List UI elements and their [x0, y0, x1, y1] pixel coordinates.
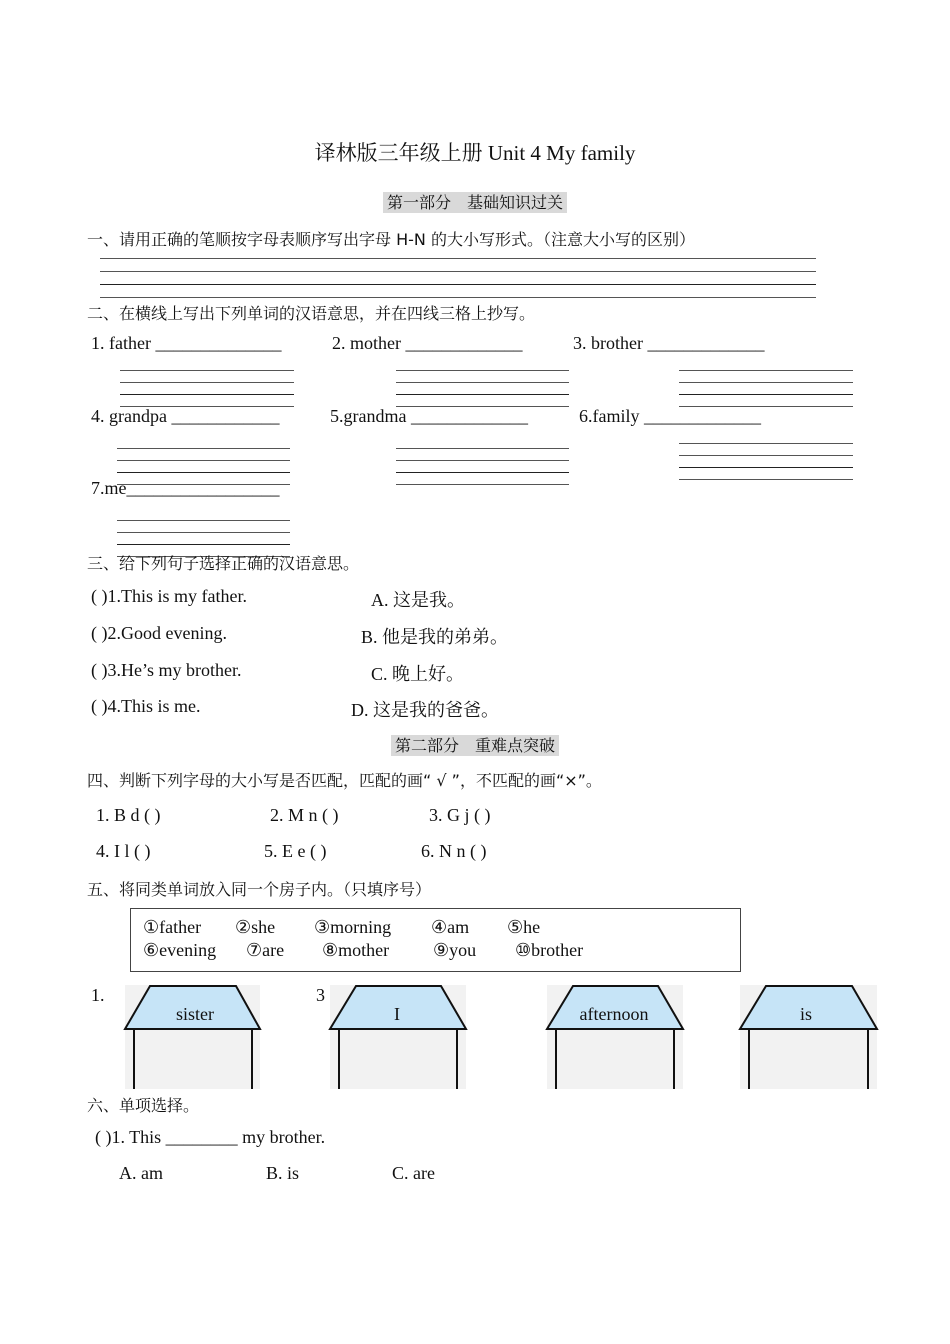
- house: [740, 985, 877, 1089]
- word-bank-item: ①father: [143, 917, 202, 937]
- letter-item: 3. G j ( ): [429, 805, 491, 825]
- word-bank-item: ③morning: [314, 917, 392, 937]
- word-bank-item: ⑩brother: [515, 940, 584, 960]
- match-question: ( )1.This is my father.: [91, 586, 247, 606]
- word-bank-item: ⑥evening: [143, 940, 217, 960]
- word-bank-item: ⑨you: [433, 940, 477, 960]
- word-bank-item: ②she: [235, 917, 276, 937]
- q4-instruction: 四、判断下列字母的大小写是否匹配，匹配的画“ √ ”，不匹配的画“×”。: [87, 771, 602, 790]
- q2-instruction: 二、在横线上写出下列单词的汉语意思，并在四线三格上抄写。: [87, 304, 536, 323]
- house-label: 3: [316, 985, 325, 1005]
- q3-instruction: 三、给下列句子选择正确的汉语意思。: [87, 554, 360, 573]
- choice-option: C. are: [392, 1163, 435, 1183]
- word-item: 5.grandma _____________: [330, 406, 528, 426]
- match-answer: D. 这是我的爸爸。: [351, 700, 499, 720]
- word-item: 6.family _____________: [579, 406, 761, 426]
- choice-option: B. is: [266, 1163, 300, 1183]
- house: [330, 985, 466, 1089]
- letter-item: 5. E e ( ): [264, 841, 327, 861]
- match-answer: A. 这是我。: [371, 590, 465, 610]
- house-label: 1.: [91, 985, 105, 1005]
- house-label-text: is: [799, 1004, 813, 1024]
- part2-heading: 第二部分 重难点突破: [391, 735, 559, 756]
- word-item: 7.me_________________: [91, 478, 280, 498]
- page-title: 译林版三年级上册 Unit 4 My family: [314, 141, 636, 165]
- word-item: 2. mother _____________: [332, 333, 523, 353]
- match-answer: C. 晚上好。: [371, 664, 465, 684]
- word-bank-item: ⑤he: [507, 917, 541, 937]
- word-item: 3. brother _____________: [573, 333, 765, 353]
- word-item: 4. grandpa ____________: [91, 406, 280, 426]
- q6-instruction: 六、单项选择。: [87, 1096, 200, 1115]
- word-bank-item: ⑦are: [246, 940, 285, 960]
- match-question: ( )2.Good evening.: [91, 623, 227, 643]
- q5-instruction: 五、将同类单词放入同一个房子内。（只填序号）: [87, 880, 432, 899]
- house-label-text: sister: [176, 1004, 214, 1024]
- word-bank-item: ⑧mother: [322, 940, 390, 960]
- part1-heading: 第一部分 基础知识过关: [383, 192, 567, 213]
- q1-instruction: 一、请用正确的笔顺按字母表顺序写出字母 H-N 的大小写形式。（注意大小写的区别）: [87, 230, 695, 249]
- word-bank-item: ④am: [431, 917, 470, 937]
- choice-question: ( )1. This ________ my brother.: [95, 1127, 326, 1147]
- word-item: 1. father ______________: [91, 333, 282, 353]
- house: [125, 985, 260, 1089]
- match-question: ( )3.He’s my brother.: [91, 660, 242, 680]
- letter-item: 6. N n ( ): [421, 841, 487, 861]
- letter-item: 4. I l ( ): [96, 841, 151, 861]
- house-label-text: afternoon: [579, 1004, 649, 1024]
- match-answer: B. 他是我的弟弟。: [361, 627, 509, 647]
- choice-option: A. am: [119, 1163, 163, 1183]
- match-question: ( )4.This is me.: [91, 696, 201, 716]
- house-label-text: I: [394, 1004, 400, 1024]
- house: [547, 985, 683, 1089]
- letter-item: 1. B d ( ): [96, 805, 161, 825]
- letter-item: 2. M n ( ): [270, 805, 339, 825]
